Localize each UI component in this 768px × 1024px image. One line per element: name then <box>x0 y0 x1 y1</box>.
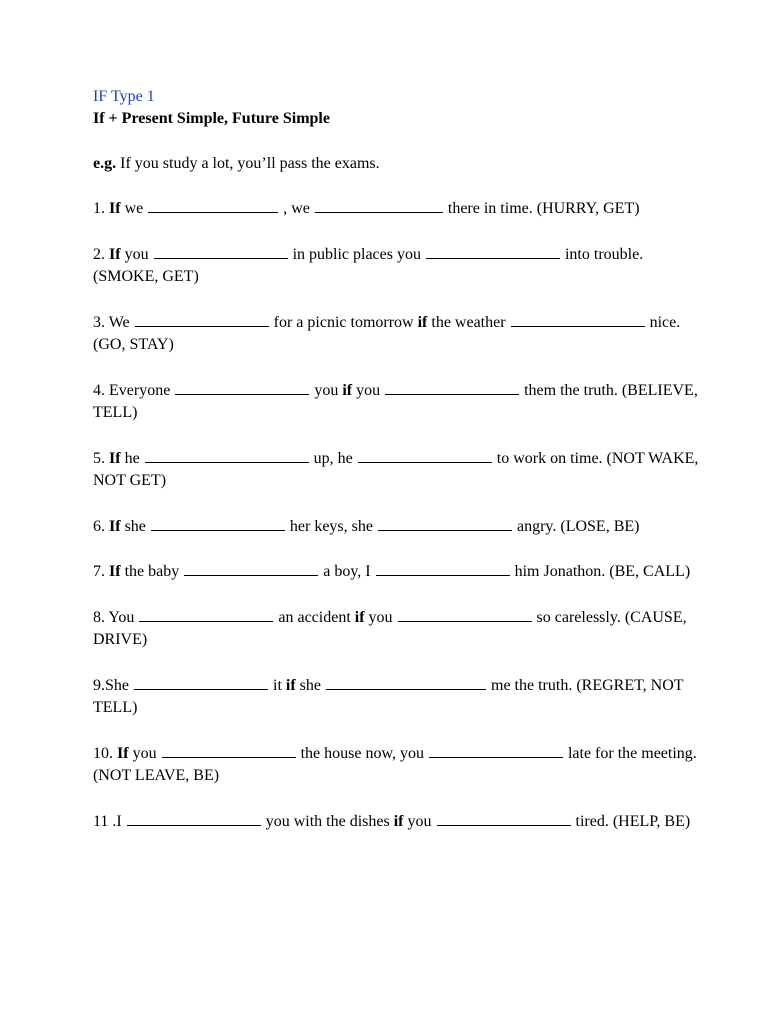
answer-blank[interactable] <box>376 561 510 576</box>
exercise-list <box>93 198 708 833</box>
exercise-item <box>93 561 708 584</box>
exercise-text: the baby <box>120 563 184 580</box>
exercise-text: nice. (GO, STAY) <box>93 313 681 353</box>
exercise-item <box>93 743 708 788</box>
example-text: If you study a lot, you’ll pass the exams. <box>116 155 380 172</box>
if-keyword: if <box>342 381 353 399</box>
exercise-item <box>93 516 708 539</box>
answer-blank[interactable] <box>378 516 512 531</box>
exercise-text: late for the meeting. (NOT LEAVE, BE) <box>93 744 697 784</box>
answer-blank[interactable] <box>511 312 645 327</box>
answer-blank[interactable] <box>184 561 318 576</box>
exercise-text: 6. <box>93 517 109 535</box>
if-keyword: If <box>109 245 121 263</box>
answer-blank[interactable] <box>315 198 443 213</box>
exercise-text: , we <box>279 200 314 217</box>
exercise-item <box>93 448 708 493</box>
exercise-text: him Jonathon. (BE, CALL) <box>510 563 691 580</box>
answer-blank[interactable] <box>429 743 563 758</box>
answer-blank[interactable] <box>154 244 288 259</box>
exercise-text: tired. (HELP, BE) <box>571 812 691 830</box>
exercise-text: me the truth. (REGRET, NOT TELL) <box>93 676 684 716</box>
exercise-text: 9.She <box>93 676 133 694</box>
answer-blank[interactable] <box>148 198 278 213</box>
exercise-text: so carelessly. (CAUSE, DRIVE) <box>93 608 687 648</box>
exercise-text: we <box>120 200 148 217</box>
exercise-text: to work on time. (NOT WAKE, NOT GET) <box>93 449 699 489</box>
exercise-text: 8. You <box>93 608 139 626</box>
exercise-text: you <box>403 812 436 830</box>
answer-blank[interactable] <box>135 312 269 327</box>
answer-blank[interactable] <box>139 607 273 622</box>
if-keyword: If <box>109 563 121 580</box>
exercise-text: angry. (LOSE, BE) <box>512 517 640 535</box>
answer-blank[interactable] <box>326 675 486 690</box>
exercise-item <box>93 675 708 720</box>
exercise-text: a boy, I <box>319 563 375 580</box>
answer-blank[interactable] <box>358 448 492 463</box>
exercise-text: 11 .I <box>93 812 126 830</box>
answer-blank[interactable] <box>151 516 285 531</box>
exercise-text: into trouble. (SMOKE, GET) <box>93 245 644 285</box>
answer-blank[interactable] <box>145 448 309 463</box>
exercise-text: 5. <box>93 449 109 467</box>
exercise-text: you <box>120 245 153 263</box>
exercise-item <box>93 811 708 834</box>
exercise-item <box>93 198 708 221</box>
exercise-text: you with the dishes <box>261 812 394 830</box>
exercise-text: you <box>364 608 397 626</box>
if-keyword: if <box>354 608 365 626</box>
exercise-text: them the truth. (BELIEVE, TELL) <box>93 381 698 421</box>
exercise-item <box>93 607 708 652</box>
exercise-text: you <box>352 381 385 399</box>
exercise-item <box>93 380 708 425</box>
exercise-text: you <box>310 381 343 399</box>
exercise-text: 10. <box>93 744 117 762</box>
if-keyword: if <box>285 676 296 694</box>
exercise-text: 2. <box>93 245 109 263</box>
if-keyword: if <box>393 812 404 830</box>
answer-blank[interactable] <box>162 743 296 758</box>
exercise-item <box>93 244 708 289</box>
answer-blank[interactable] <box>385 380 519 395</box>
exercise-text: an accident <box>274 608 355 626</box>
exercise-text: 3. We <box>93 313 134 331</box>
exercise-text: 4. Everyone <box>93 381 175 399</box>
exercise-text: for a picnic tomorrow <box>269 313 418 331</box>
exercise-text: she <box>295 676 325 694</box>
exercise-text: he <box>120 449 144 467</box>
if-keyword: If <box>117 744 129 762</box>
exercise-text: her keys, she <box>285 517 377 535</box>
exercise-text: 7. <box>93 563 109 580</box>
exercise-text: in public places you <box>288 245 425 263</box>
answer-blank[interactable] <box>175 380 309 395</box>
exercise-text: 1. <box>93 200 109 217</box>
example-label: e.g. <box>93 155 117 172</box>
answer-blank[interactable] <box>134 675 268 690</box>
answer-blank[interactable] <box>426 244 560 259</box>
exercise-text: up, he <box>309 449 357 467</box>
if-keyword: if <box>417 313 428 331</box>
answer-blank[interactable] <box>398 607 532 622</box>
exercise-text: you <box>128 744 161 762</box>
exercise-text: there in time. (HURRY, GET) <box>443 200 640 217</box>
exercise-item <box>93 312 708 357</box>
answer-blank[interactable] <box>127 811 261 826</box>
if-keyword: If <box>109 449 121 467</box>
answer-blank[interactable] <box>437 811 571 826</box>
worksheet-title: IF Type 1 <box>93 88 155 105</box>
if-keyword: If <box>109 517 121 535</box>
example-sentence <box>93 153 708 175</box>
exercise-text: the house now, you <box>296 744 428 762</box>
grammar-rule: If + Present Simple, Future Simple <box>93 110 330 127</box>
if-keyword: If <box>109 200 121 217</box>
exercise-text: it <box>269 676 286 694</box>
exercise-text: the weather <box>427 313 510 331</box>
exercise-text: she <box>120 517 150 535</box>
